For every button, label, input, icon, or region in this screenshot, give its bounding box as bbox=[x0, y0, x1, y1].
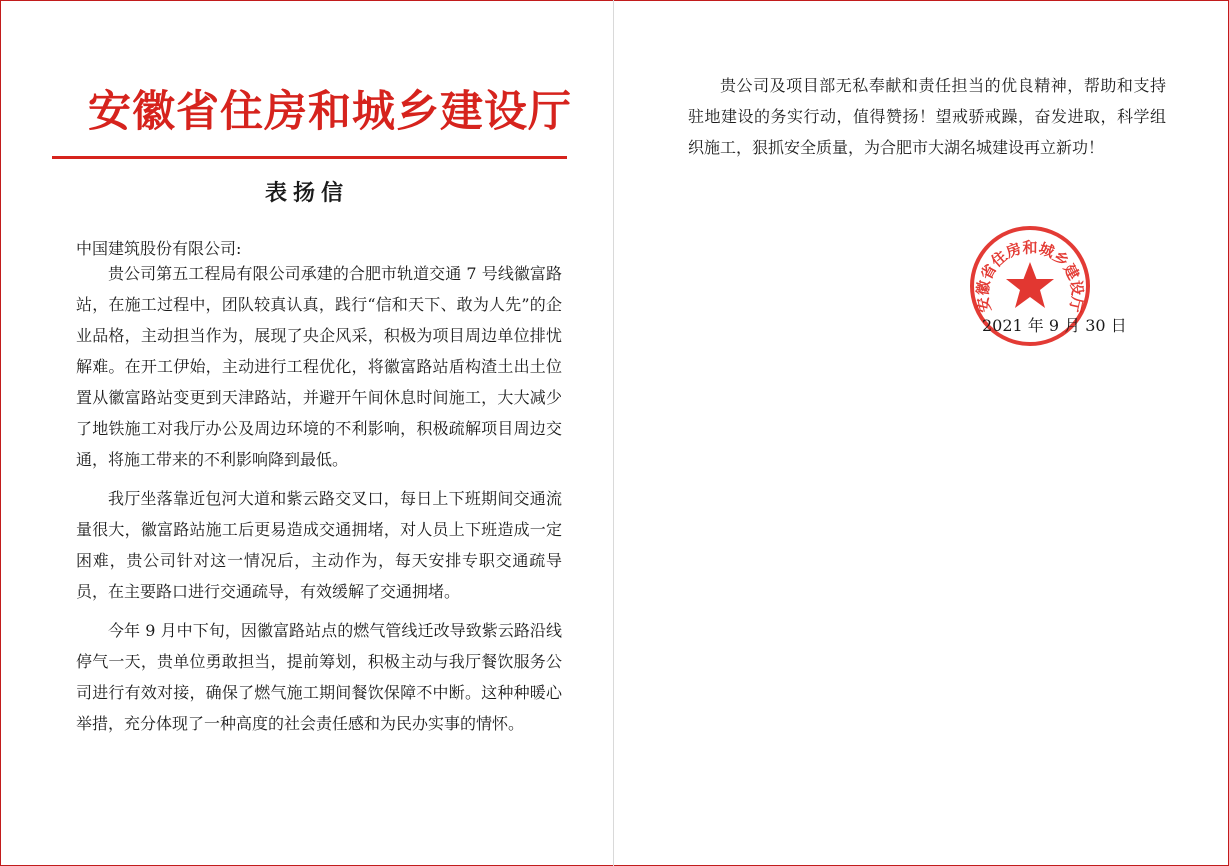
paragraph-1: 贵公司第五工程局有限公司承建的合肥市轨道交通 7 号线徽富路站，在施工过程中，团队较真认真，践行“信和天下、敢为人先”的企业品格，主动担当作为，展现了央企风采，积极为项目周边单位排忧解难。在开工伊始，主动进行工程优化，将徽富路站盾构渣土出土位置从徽富路站变更到天津路站，并避开午间休息时间施工，大大减少了地铁施工对我厅办公及周边环境的不利影响，积极疏解项目周边交通，将施工带来的不利影响降到最低。 bbox=[76, 264, 562, 469]
letterhead-rule bbox=[52, 156, 567, 159]
paragraph-2: 我厅坐落靠近包河大道和紫云路交叉口，每日上下班期间交通流量很大，徽富路站施工后更易造成交通拥堵，对人员上下班造成一定困难，贵公司针对这一情况后，主动作为，每天安排专职交通疏导员，在主要路口进行交通疏导，有效缓解了交通拥堵。 bbox=[76, 489, 562, 601]
paragraph-3: 今年 9 月中下旬，因徽富路站点的燃气管线迁改导致紫云路沿线停气一天，贵单位勇敢担当，提前筹划，积极主动与我厅餐饮服务公司进行有效对接，确保了燃气施工期间餐饮保障不中断。这种种暖心举措，充分体现了一种高度的社会责任感和为民办实事的情怀。 bbox=[76, 621, 562, 733]
salutation: 中国建筑股份有限公司: bbox=[76, 239, 242, 258]
left-page bbox=[0, 0, 614, 866]
date: 2021 年 9 月 30 日 bbox=[982, 316, 1127, 335]
seal-text: 安徽省住房和城乡建设厅 bbox=[973, 238, 1087, 314]
seal-star-icon bbox=[1006, 262, 1054, 308]
letter-body-right bbox=[688, 70, 1166, 163]
paragraph-4: 贵公司及项目部无私奉献和责任担当的优良精神，帮助和支持驻地建设的务实行动，值得赞扬！望戒骄戒躁，奋发进取，科学组织施工，狠抓安全质量，为合肥市大湖名城建设再立新功！ bbox=[688, 76, 1166, 157]
letter-body-left bbox=[76, 258, 562, 739]
letterhead-title: 安徽省住房和城乡建设厅 bbox=[88, 87, 572, 137]
document-title: 表扬信 bbox=[264, 180, 349, 206]
right-page bbox=[614, 0, 1229, 866]
